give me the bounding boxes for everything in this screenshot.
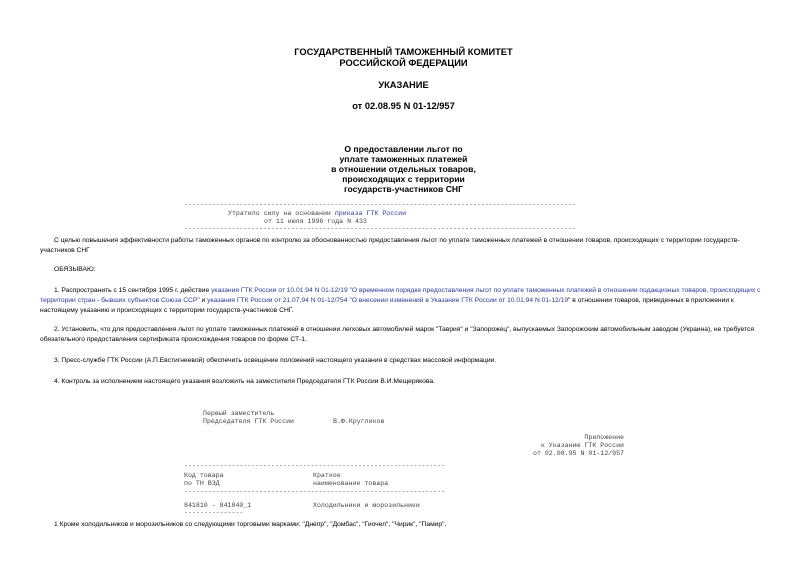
appendix-line2: к Указанию ГТК России: [540, 442, 624, 449]
footnote: 1 Кроме холодильников и морозильников со следующими торговыми марками: "Днепр", "Домбас", "Гиочел", "Чирик", "Памир".: [54, 521, 447, 528]
table-header-name-line2: наименование товара: [313, 480, 389, 487]
item1-start: 1. Распространить с 15 сентября 1995 г. действие: [54, 287, 212, 294]
org-name-line1: ГОСУДАРСТВЕННЫЙ ТАМОЖЕННЫЙ КОМИТЕТ: [294, 47, 513, 57]
signature-name: В.Ф.Кругликов: [333, 418, 385, 425]
instruction-19-link[interactable]: указания ГТК России от 10.01.94 N 01-12/19 "О временном порядке предоставления льгот по уплате таможенных платежей в отношении подакцизных товаров, происходящих с территории стран - бывших субъектов Союза ССР": [40, 287, 761, 304]
footnote-rule: ---------------: [184, 509, 244, 516]
table-top-rule: ------------------------------------------------------------------: [184, 462, 446, 469]
org-name-line2: РОССИЙСКОЙ ФЕДЕРАЦИИ: [339, 58, 468, 68]
item1-paragraph: [40, 286, 770, 316]
item2-paragraph: 2. Установить, что для предоставления льгот по уплате таможенных платежей в отношении легковых автомобилей марок "Таврия" и "Запорожец", выпускаемых Запорожским автомобильным заводом (Украина), не требуется обязательного предоставления сертификата происхождения товаров по форме СТ-1.: [40, 326, 754, 343]
title-line2: уплате таможенных платежей: [339, 154, 468, 164]
title-line4: происходящих с территории: [342, 174, 465, 184]
status-line2: от 11 июля 1996 года N 433: [264, 218, 367, 225]
table-header-rule: ------------------------------------------------------------------: [184, 488, 446, 495]
repeal-order-link[interactable]: приказа ГТК России: [334, 210, 407, 217]
title-line5: государств-участников СНГ: [344, 184, 463, 194]
table-header-code-line1: Код товара: [184, 472, 224, 479]
signature-position-line1: Первый заместитель: [203, 410, 275, 417]
status-bottom-rule: ---------------------------------------------------------------------------------------------------: [184, 225, 576, 232]
table-row1-name: Холодильники и морозильники: [313, 502, 420, 509]
table-header-name-line1: Краткое: [313, 472, 341, 479]
intro-paragraph: С целью повышения эффективности работы таможенных органов по контролю за обоснованностью предоставления льгот по уплате таможенных платежей в отношении товаров, происходящих с территории государств-участников СНГ: [40, 237, 740, 254]
document-type: УКАЗАНИЕ: [378, 80, 429, 90]
title-line3: в отношении отдельных товаров,: [331, 164, 476, 174]
appendix-line1: Приложение: [584, 434, 624, 441]
appendix-line3: от 02.08.95 N 01-12/957: [532, 450, 624, 457]
title-line1: О предоставлении льгот по: [344, 144, 463, 154]
item1-mid: и: [199, 297, 208, 304]
instruction-754-link[interactable]: указания ГТК России от 21.07.94 N 01-12/754 "О внесении изменений в Указание ГТК России от 10.01.94 N 01-12/19: [207, 297, 569, 304]
status-top-rule: ---------------------------------------------------------------------------------------------------: [184, 201, 576, 208]
item3-paragraph: 3. Пресс-службе ГТК России (А.П.Евстигнеевой) обеспечить освещение положений настоящего указания в средствах массовой информации.: [54, 357, 497, 364]
obligate-heading: ОБЯЗЫВАЮ:: [54, 266, 96, 273]
table-row1-code: 841810 - 841840_1: [184, 502, 252, 509]
item4-paragraph: 4. Контроль за исполнением настоящего указания возложить на заместителя Председателя ГТК России В.И.Мещерякова.: [54, 378, 435, 385]
table-header-code-line2: по ТН ВЭД: [184, 480, 220, 487]
document-number: от 02.08.95 N 01-12/957: [352, 101, 455, 111]
status-prefix: Утратило силу на основании: [228, 210, 335, 217]
item1-end: " в отношении товаров, приведенных в приложении к настоящему указанию и происходящих с территории государств-участников СНГ.: [40, 297, 734, 314]
signature-position-line2: Председателя ГТК России: [203, 418, 295, 425]
